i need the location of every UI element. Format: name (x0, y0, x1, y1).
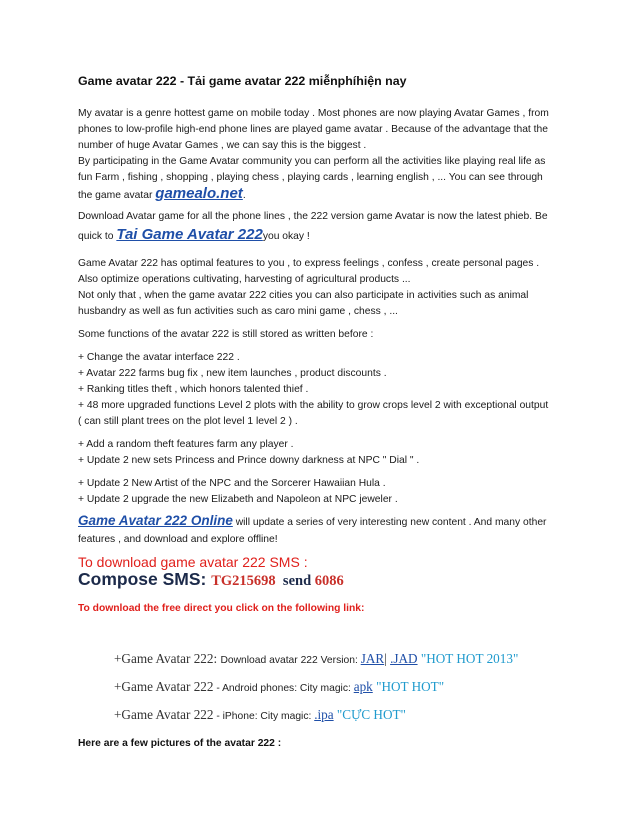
sms-number: 6086 (314, 573, 344, 589)
jar-link[interactable]: JAR (360, 651, 385, 666)
sms-heading: To download game avatar 222 SMS : (78, 554, 308, 570)
download-row-iphone (114, 706, 406, 724)
sms-code: TG215698 (211, 573, 276, 589)
list-item: + Update 2 New Artist of the NPC and the Sorcerer Hawaiian Hula . (78, 478, 386, 489)
hot-label: "HOT HOT 2013" (417, 651, 519, 666)
hot-label: "HOT HOT" (372, 679, 445, 694)
page-title: Game avatar 222 - Tải game avatar 222 miễnphíhiện nay (78, 74, 407, 88)
list-item: + Ranking titles theft , which honors talented thief . (78, 384, 309, 395)
paragraph-line: husbandry as well as fun activities such as caro mini game , chess , ... (78, 306, 398, 317)
text: the game avatar (78, 190, 156, 201)
download-desc: Download avatar 222 Version: (220, 655, 361, 666)
paragraph-line: Some functions of the avatar 222 is still stored as written before : (78, 329, 374, 340)
paragraph-line: phones to low-profile high-end phone lines are played game avatar . Because of the advantage that the (78, 124, 548, 135)
list-item: + Avatar 222 farms bug fix , new item launches , product discounts . (78, 368, 387, 379)
jad-link[interactable]: .JAD (390, 651, 418, 666)
text: you okay ! (262, 231, 310, 242)
download-desc: - iPhone: City magic: (213, 711, 315, 722)
game-avatar-online-link[interactable]: Game Avatar 222 Online (78, 513, 233, 528)
tai-game-link[interactable]: Tai Game Avatar 222 (116, 226, 263, 243)
list-item: + Add a random theft features farm any player . (78, 439, 294, 450)
download-row-android (114, 678, 444, 696)
list-item: ( can still plant trees on the plot level 1 level 2 ) . (78, 416, 298, 427)
paragraph-line (78, 187, 246, 202)
list-item: + Update 2 new sets Princess and Prince downy darkness at NPC " Dial " . (78, 455, 420, 466)
paragraph-line: features , and download and explore offline! (78, 534, 278, 545)
sms-label: Compose SMS: (78, 569, 212, 589)
paragraph-line: Download Avatar game for all the phone lines , the 222 version game Avatar is now the latest phieb. Be (78, 211, 548, 222)
list-item: + Change the avatar interface 222 . (78, 352, 240, 363)
download-row-java: +Game Avatar 222: Download avatar 222 Version: JAR| .JAD "HOT HOT 2013" (114, 651, 519, 666)
download-name: +Game Avatar 222 (114, 707, 214, 722)
hot-label: "CỰC HOT" (333, 707, 406, 722)
text: quick to (78, 231, 117, 242)
direct-download-heading: To download the free direct you click on the following link: (78, 603, 365, 614)
ipa-link[interactable]: .ipa (314, 707, 334, 722)
paragraph-line: Game Avatar 222 has optimal features to you , to express feelings , confess , create personal pages . (78, 258, 540, 269)
list-item: + 48 more upgraded functions Level 2 plots with the ability to grow crops level 2 with exceptional output (78, 400, 549, 411)
download-desc: - Android phones: City magic: (213, 683, 354, 694)
text: will update a series of very interesting new content . And many other (232, 517, 547, 528)
paragraph-line: number of huge Avatar Games , we can say this is the biggest . (78, 140, 367, 151)
list-item: + Update 2 upgrade the new Elizabeth and Napoleon at NPC jeweler . (78, 494, 398, 505)
paragraph-line: Not only that , when the game avatar 222 cities you can also participate in activities such as animal (78, 290, 529, 301)
paragraph-line: My avatar is a genre hottest game on mobile today . Most phones are now playing Avatar Games , from (78, 108, 549, 119)
pictures-heading: Here are a few pictures of the avatar 222 : (78, 738, 282, 749)
text: . (242, 190, 246, 201)
sms-compose-line (78, 569, 344, 590)
download-name: +Game Avatar 222 (114, 679, 214, 694)
gamealo-link[interactable]: gamealo.net (155, 185, 243, 202)
download-name: +Game Avatar 222: (114, 651, 221, 666)
paragraph-line: Also optimize operations cultivating, harvesting of agricultural products ... (78, 274, 411, 285)
paragraph-line (78, 514, 546, 529)
apk-link[interactable]: apk (353, 679, 373, 694)
paragraph-line: fun Farm , fishing , shopping , playing chess , playing cards , learning english , ... You can see through (78, 172, 543, 183)
paragraph-line (78, 228, 310, 243)
paragraph-line: By participating in the Game Avatar community you can perform all the activities like playing real life as (78, 156, 546, 167)
sms-send: send (282, 573, 312, 589)
